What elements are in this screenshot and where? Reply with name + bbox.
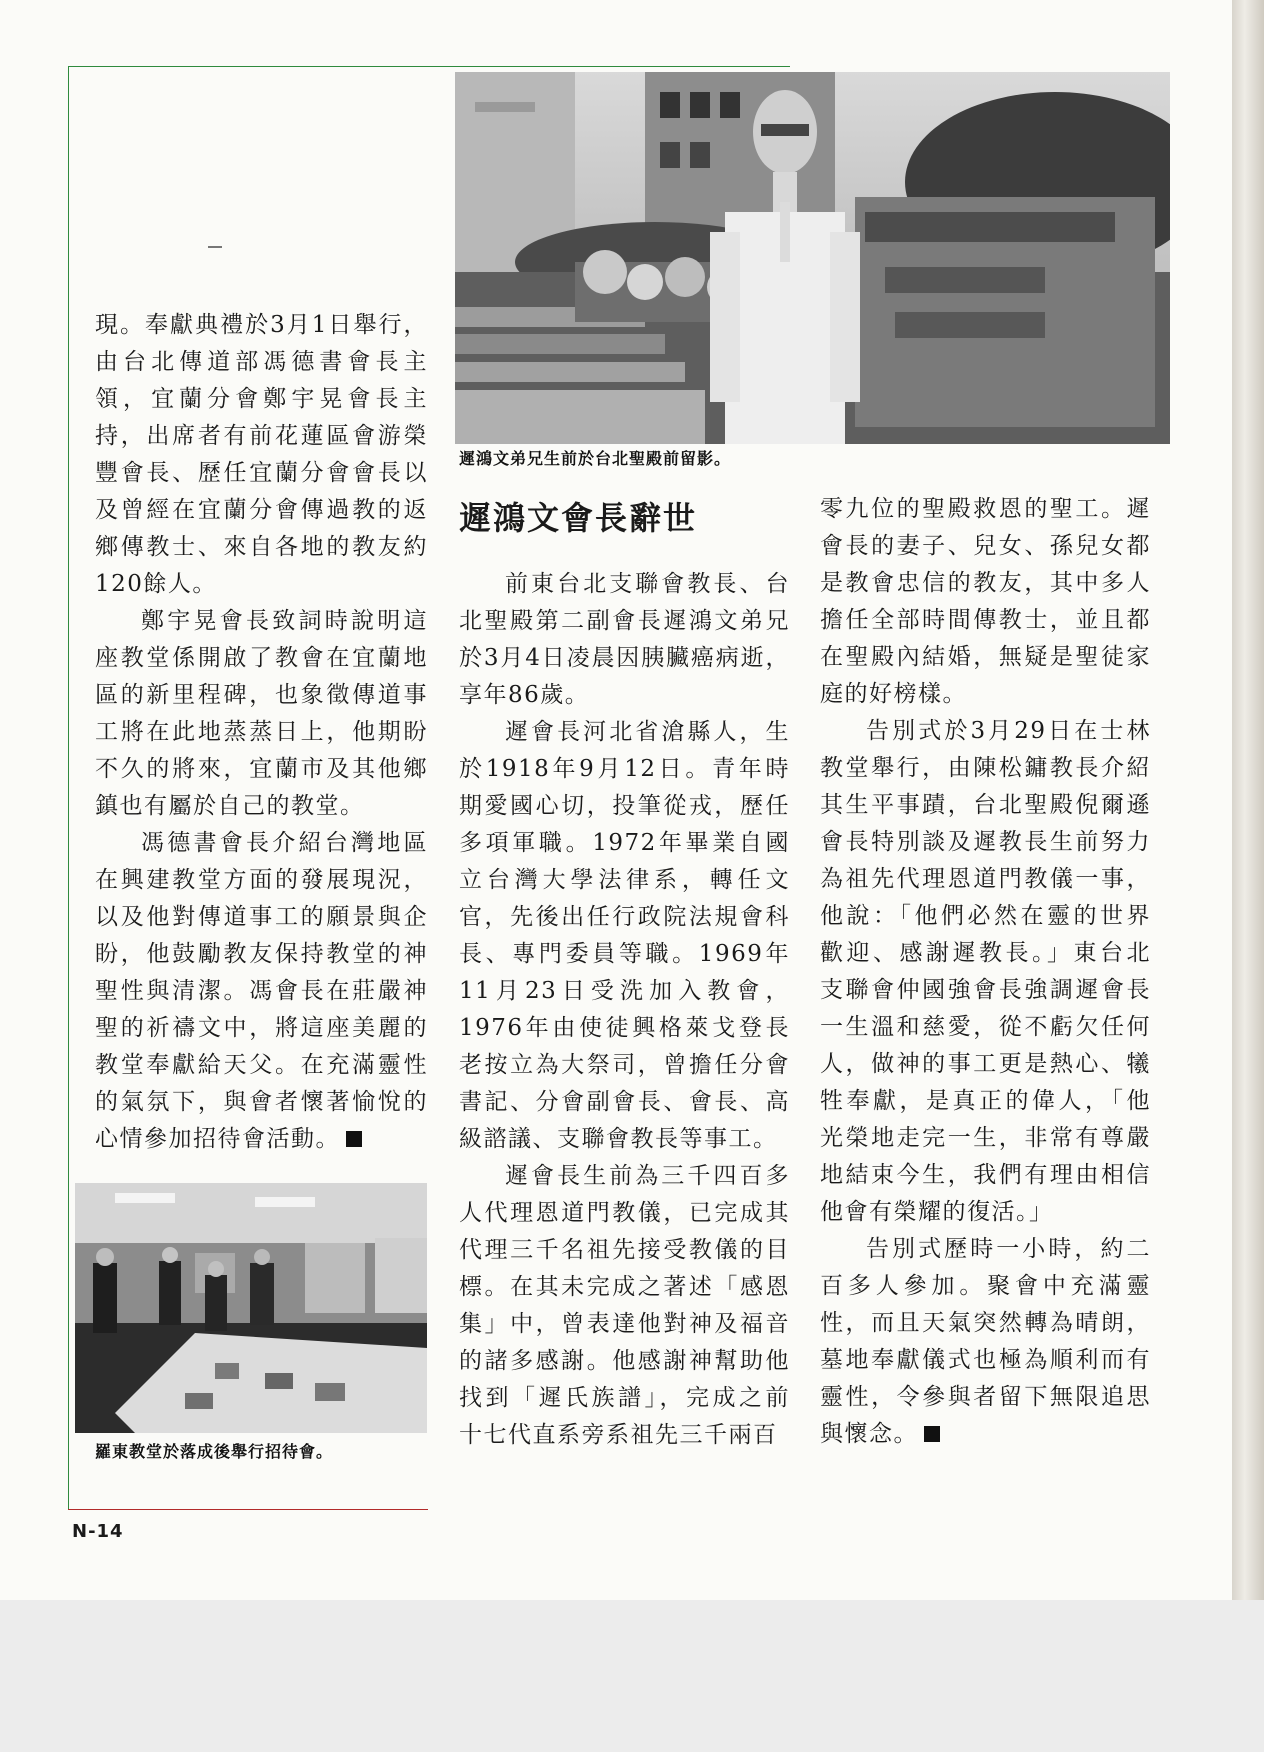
scan-margin [0, 1600, 1264, 1752]
article1-paragraph [95, 825, 428, 1158]
article1-paragraph-text: 馮德書會長介紹台灣地區在興建教堂方面的發展現況，以及他對傳道事工的願景與企盼，他鼓勵教友保持教堂的神聖性與清潔。馮會長在莊嚴神聖的祈禱文中，將這座美麗的教堂奉獻給天父。在充滿靈性的氣氛下，與會者懷著愉悅的心情參加招待會活動。 [95, 830, 428, 1152]
article2-column-3 [820, 491, 1151, 1453]
binding-spine [1232, 0, 1264, 1600]
article2-paragraph-text: 告別式歷時一小時，約二百多人參加。聚會中充滿靈性，而且天氣突然轉為晴朗，墓地奉獻儀式也極為順利而有靈性，令參與者留下無限追思與懷念。 [820, 1236, 1151, 1447]
article2-paragraph: 零九位的聖殿救恩的聖工。遲會長的妻子、兒女、孫兒女都是教會忠信的教友，其中多人擔任全部時間傳教士，並且都在聖殿內結婚，無疑是聖徒家庭的好榜樣。 [820, 496, 1151, 707]
reception-photo-caption: 羅東教堂於落成後舉行招待會。 [95, 1442, 334, 1461]
article2-paragraph: 前東台北支聯會教長、台北聖殿第二副會長遲鴻文弟兄於3月4日凌晨因胰臟癌病逝，享年86歲。 [459, 571, 790, 708]
frame-rule-left [68, 66, 69, 1510]
page-number: N-14 [72, 1521, 124, 1542]
reception-photo [75, 1183, 427, 1433]
article-headline: 遲鴻文會長辭世 [459, 499, 698, 537]
frame-rule-bottom [68, 1509, 428, 1510]
article2-column-2 [459, 566, 790, 1454]
article1-paragraph: 現。奉獻典禮於3月1日舉行，由台北傳道部馮德書會長主領，宜蘭分會鄭宇晃會長主持，出席者有前花蓮區會游榮豐會長、歷任宜蘭分會會長以及曾經在宜蘭分會傳過教的返鄉傳教士、來自各地的教友約120餘人。 [95, 312, 428, 597]
article2-paragraph [820, 1231, 1151, 1453]
article2-paragraph: 遲會長生前為三千四百多人代理恩道門教儀，已完成其代理三千名祖先接受教儀的目標。在其未完成之著述「感恩集」中，曾表達他對神及福音的諸多感謝。他感謝神幫助他找到「遲氏族譜」，完成之前十七代直系旁系祖先三千兩百 [459, 1163, 790, 1448]
article2-paragraph: 告別式於3月29日在士林教堂舉行，由陳松鏞教長介紹其生平事蹟，台北聖殿倪爾遜會長特別談及遲教長生前努力為祖先代理恩道門教儀一事，他說：「他們必然在靈的世界歡迎、感謝遲教長。」東台北支聯會仲國強會長強調遲會長一生溫和慈愛，從不虧欠任何人，做神的事工更是熱心、犧牲奉獻，是真正的偉人，「他光榮地走完一生，非常有尊嚴地結束今生，我們有理由相信他會有榮耀的復活。」 [820, 718, 1151, 1225]
frame-rule-top [68, 66, 790, 67]
main-photo-caption: 遲鴻文弟兄生前於台北聖殿前留影。 [459, 449, 732, 468]
print-mark [208, 246, 222, 248]
article1-paragraph: 鄭宇晃會長致詞時說明這座教堂係開啟了教會在宜蘭地區的新里程碑，也象徵傳道事工將在此地蒸蒸日上，他期盼不久的將來，宜蘭市及其他鄉鎮也有屬於自己的教堂。 [95, 608, 428, 819]
article2-paragraph: 遲會長河北省滄縣人，生於1918年9月12日。青年時期愛國心切，投筆從戎，歷任多項軍職。1972年畢業自國立台灣大學法律系，轉任文官，先後出任行政院法規會科長、專門委員等職。1969年11月23日受洗加入教會，1976年由使徒興格萊戈登長老按立為大祭司，曾擔任分會書記、分會副會長、會長、高級諮議、支聯會教長等事工。 [459, 719, 790, 1152]
article1-column [95, 307, 428, 1158]
end-mark-icon [346, 1131, 362, 1147]
main-photo [455, 72, 1170, 444]
end-mark-icon [924, 1426, 940, 1442]
